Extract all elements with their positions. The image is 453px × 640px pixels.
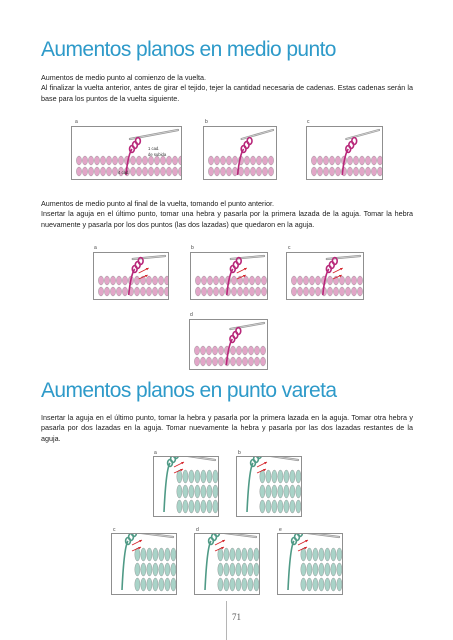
crochet-hook-icon [231,256,264,259]
yarn-loop [205,534,219,590]
crochet-fabric [194,346,265,366]
crochet-fabric [218,548,259,591]
yarn-loop [122,534,136,590]
illustration-panel-1c [306,126,383,180]
crochet-hook-icon [346,130,379,139]
crochet-fabric [301,548,342,591]
figure-label-c: c [113,527,116,533]
crochet-swatch-illustration [287,253,363,299]
crochet-swatch-illustration [190,320,267,369]
yarn-loop [164,457,178,512]
paragraph-final-vuelta [41,199,413,230]
crochet-fabric [177,470,218,513]
illustration-panel-2b [190,252,268,300]
crochet-fabric [260,470,301,513]
section-title-punto-vareta: Aumentos planos en punto vareta [41,379,337,402]
crochet-swatch-illustration [154,457,218,516]
crochet-swatch-illustration [307,127,382,179]
illustration-panel-2c [286,252,364,300]
crochet-hook-icon [327,256,360,259]
figure-label-d: d [196,527,199,533]
crochet-swatch-illustration [278,534,342,594]
illustration-panel-2a [93,252,169,300]
illustration-panel-3e [277,533,343,595]
crochet-swatch-illustration [204,127,276,179]
figure-label-b: b [191,245,194,251]
crochet-swatch-illustration [195,534,259,594]
crochet-hook-icon [133,256,165,259]
annotation-4-cad: 4 cad. [118,170,130,175]
paragraph-comienzo-vuelta [41,73,413,104]
crochet-fabric [311,156,382,176]
crochet-swatch-illustration [112,534,176,594]
figure-label-e: e [279,527,282,533]
illustration-panel-3a [153,456,219,517]
figure-label-b: b [238,450,241,456]
illustration-panel-3c [111,533,177,595]
paragraph-line: Aumentos de medio punto al comienzo de la vuelta. [41,73,207,82]
figure-label-b: b [205,119,208,125]
page-number: 71 [232,612,241,622]
paragraph-line: Al finalizar la vuelta anterior, antes de girar el tejido, tejer la cantidad necesaria de cadenas. Estas cadenas serán la base para los puntos de la vuelta siguiente. [41,83,413,103]
annotation-1-cad: 1 cad. [148,146,160,151]
crochet-fabric [195,276,266,296]
paragraph-line: Insertar la aguja en el último punto, tomar la hebra y pasarla por la primera lazada en la aguja. Tomar otra hebra y pasarla por dos lazadas en la aguja. Tomar nuevamente la hebra y pasarla por las dos lazadas restantes de la aguja. [41,413,413,443]
paragraph-line: Aumentos de medio punto al final de la vuelta, tomando el punto anterior. [41,199,274,208]
figure-label-a: a [94,245,97,251]
paragraph-line: Insertar la aguja en el último punto, tomar una hebra y pasarla por la primera lazada de la aguja. Tomar la hebra nuevamente y pasarla por los dos puntos (las dos lazadas) que quedaron en la aguja. [41,209,413,229]
annotation-de-subida: de subida [148,152,167,157]
crochet-fabric [98,276,168,296]
illustration-panel-1a [71,126,182,180]
illustration-panel-2d [189,319,268,370]
yarn-loop [288,534,302,590]
crochet-swatch-illustration [72,127,181,179]
crochet-swatch-illustration [237,457,301,516]
figure-label-a: a [154,450,157,456]
crochet-fabric [291,276,362,296]
crochet-hook-icon [242,130,273,139]
illustration-panel-3d [194,533,260,595]
figure-label-d: d [190,312,193,318]
illustration-panel-3b [236,456,302,517]
section-title-medio-punto: Aumentos planos en medio punto [41,38,336,61]
crochet-fabric [135,548,176,591]
crochet-fabric [208,156,273,176]
crochet-hook-icon [230,323,264,329]
illustration-panel-1b [203,126,277,180]
figure-label-a: a [75,119,78,125]
figure-label-c: c [288,245,291,251]
footer-divider [226,601,227,640]
crochet-swatch-illustration [191,253,267,299]
figure-label-c: c [307,119,310,125]
paragraph-punto-vareta [41,413,413,444]
crochet-swatch-illustration [94,253,168,299]
yarn-loop [247,457,261,512]
